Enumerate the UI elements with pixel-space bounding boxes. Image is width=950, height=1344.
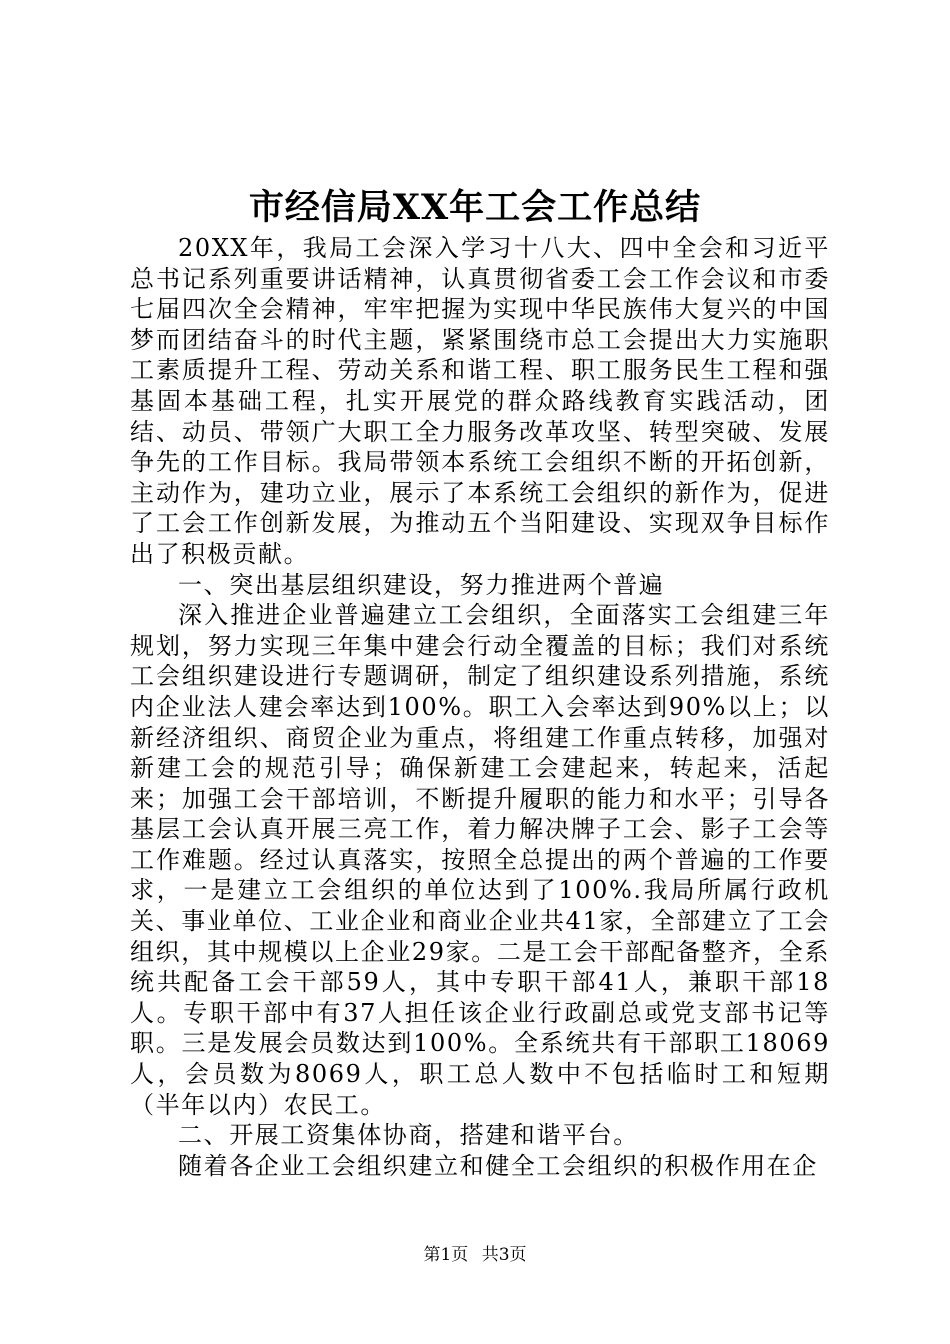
page-number-current: 第1页 [423,1245,469,1265]
section-heading-1: 一、突出基层组织建设，努力推进两个普遍 [178,570,665,599]
document-title: 市经信局XX年工会工作总结 [248,187,702,228]
section-heading-2: 二、开展工资集体协商，搭建和谐平台。 [178,1121,639,1150]
page-footer [0,1244,950,1266]
intro-paragraph: 20XX年，我局工会深入学习十八大、四中全会和习近平总书记系列重要讲话精神，认真贯彻省委工会工作会议和市委七届四次全会精神，牢牢把握为实现中华民族伟大复兴的中国梦而团结奋斗的时代主题，紧紧围绕市总工会提出大力实施职工素质提升工程、劳动关系和谐工程、职工服务民生工程和强基固本基础工程，扎实开展党的群众路线教育实践活动，团结、动员、带领广大职工全力服务改革攻坚、转型突破、发展争先的工作目标。我局带领本系统工会组织不断的开拓创新，主动作为，建功立业，展示了本系统工会组织的新作为，促进了工会工作创新发展，为推动五个当阳建设、实现双争目标作出了积极贡献。 [130,234,830,568]
section-1-paragraph: 深入推进企业普遍建立工会组织，全面落实工会组建三年规划，努力实现三年集中建会行动全覆盖的目标；我们对系统工会组织建设进行专题调研，制定了组织建设系列措施，系统内企业法人建会率达到100%。职工入会率达到90%以上；以新经济组织、商贸企业为重点，将组建工作重点转移，加强对新建工会的规范引导；确保新建工会建起来，转起来，活起来；加强工会干部培训，不断提升履职的能力和水平；引导各基层工会认真开展三亮工作，着力解决牌子工会、影子工会等工作难题。经过认真落实，按照全总提出的两个普遍的工作要求，一是建立工会组织的单位达到了100%.我局所属行政机关、事业单位、工业企业和商业企业共41家，全部建立了工会组织，其中规模以上企业29家。二是工会干部配备整齐，全系统共配备工会干部59人，其中专职干部41人，兼职干部18人。专职干部中有37人担任该企业行政副总或党支部书记等职。三是发展会员数达到100%。全系统共有干部职工18069人，会员数为8069人，职工总人数中不包括临时工和短期（半年以内）农民工。 [130,601,830,1119]
page-number-total: 共3页 [481,1245,527,1265]
section-2-paragraph: 随着各企业工会组织建立和健全工会组织的积极作用在企 [178,1151,818,1180]
document-body [130,233,830,1181]
